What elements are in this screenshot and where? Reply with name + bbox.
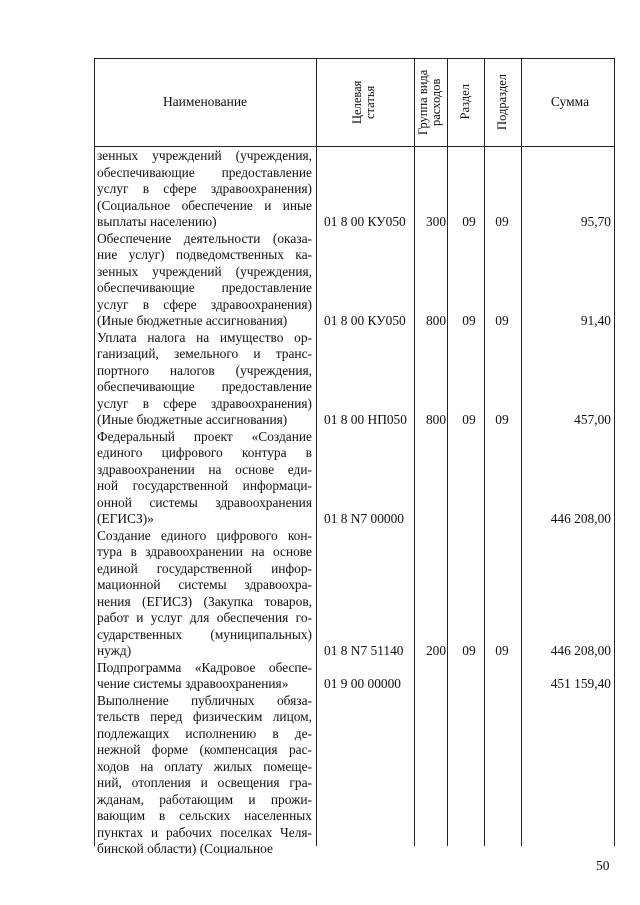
row-name-line: единой государственной инфор-: [97, 560, 312, 576]
col-border-group: [447, 58, 448, 846]
header-name: Наименование: [162, 94, 248, 109]
row-name-line: нения (ЕГИСЗ) (Закупка товаров,: [97, 593, 312, 609]
row-sum: 91,40: [580, 313, 611, 328]
row-name-line: ходов на оплату жилых помеще-: [97, 758, 312, 774]
col-border-subsection: [521, 58, 522, 846]
row-name-line: услуг в сфере здравоохранения): [97, 395, 312, 411]
row-name-line: выплаты населению): [97, 214, 217, 229]
row-name-line: бинской области) (Социальное: [97, 841, 273, 856]
row-name-line: пунктах и рабочих поселках Челя-: [97, 824, 312, 840]
row-name-line: Федеральный проект «Создание: [97, 428, 312, 444]
row-name-line: подлежащих исполнению в де-: [97, 725, 312, 741]
row-name-line: единого цифрового контура в: [97, 445, 312, 460]
row-name-line: сударственных (муниципальных): [97, 626, 312, 642]
row-group: 800: [425, 412, 447, 427]
row-name-line: Обеспечение деятельности (оказа-: [97, 230, 312, 246]
col-border-section: [484, 58, 485, 846]
row-code: 01 9 00 00000: [324, 676, 401, 691]
row-code: 01 8 00 КУ050: [324, 313, 406, 328]
row-name-line: обеспечивающие предоставление: [97, 164, 312, 180]
row-name: [97, 660, 312, 693]
row-group: 300: [425, 214, 447, 229]
row-name-line: зенных учреждений (учреждения,: [97, 263, 312, 279]
header-section: [447, 58, 484, 146]
row-name-line: ний, отопления и освещения гра-: [97, 775, 312, 790]
row-name: [97, 528, 312, 660]
col-border-name: [316, 58, 317, 846]
budget-table: [94, 58, 615, 856]
row-name-line: Выполнение публичных обяза-: [97, 692, 312, 708]
row-section: 09: [462, 214, 476, 229]
row-name-line: ние услуг) подведомственных ка-: [97, 247, 312, 262]
row-name-line: (Социальное обеспечение и иные: [97, 197, 312, 213]
header-subsection: [484, 58, 521, 146]
row-name: [97, 231, 312, 330]
row-name-line: обеспечивающие предоставление: [97, 280, 312, 295]
row-code: 01 8 N7 51140: [324, 643, 404, 658]
col-border-target: [414, 58, 415, 846]
row-group: 800: [425, 313, 447, 328]
row-name-line: (Иные бюджетные ассигнования): [97, 412, 288, 427]
row-name-line: зенных учреждений (учреждения,: [97, 148, 312, 163]
col-border-left: [94, 58, 95, 846]
header-subsection-text: Подраздел: [495, 74, 509, 130]
row-name-line: чение системы здравоохранения»: [97, 676, 289, 691]
row-name-line: здравоохранении на основе еди-: [97, 461, 312, 477]
header-group-text: Группа вида расходов: [415, 69, 443, 135]
header-group: [414, 58, 447, 146]
page-number: 50: [596, 858, 610, 873]
row-name-line: (ЕГИСЗ)»: [97, 511, 154, 526]
row-section: 09: [462, 643, 476, 658]
header-sum: Сумма: [550, 94, 590, 109]
row-code: 01 8 00 КУ050: [324, 214, 406, 229]
row-name: [97, 429, 312, 528]
row-name-line: онной системы здравоохранения: [97, 494, 312, 510]
row-subsection: 09: [495, 313, 509, 328]
row-name-line: услуг в сфере здравоохранения): [97, 296, 312, 312]
row-name: [97, 148, 312, 231]
header-target: [316, 58, 414, 146]
row-name-line: портного налогов (учреждения,: [97, 362, 312, 378]
row-group: 200: [425, 643, 447, 658]
row-name-line: (Иные бюджетные ассигнования): [97, 313, 288, 328]
row-subsection: 09: [495, 643, 509, 658]
row-name-line: вающим в сельских населенных: [97, 808, 312, 823]
row-name-line: нежной форме (компенсация рас-: [97, 742, 312, 757]
col-border-right: [614, 58, 615, 846]
row-name-line: Уплата налога на имущество ор-: [97, 329, 312, 345]
row-sum: 446 208,00: [550, 643, 611, 658]
row-sum: 451 159,40: [550, 676, 611, 691]
row-name-line: тура в здравоохранении на основе: [97, 544, 312, 559]
row-code: 01 8 00 НП050: [324, 412, 407, 427]
row-subsection: 09: [495, 412, 509, 427]
header-target-text: Целевая статья: [350, 80, 377, 124]
row-name-line: нужд): [97, 643, 132, 658]
row-name-line: обеспечивающие предоставление: [97, 379, 312, 394]
row-name-line: тельств перед физическим лицом,: [97, 709, 312, 724]
row-name-line: ганизаций, земельного и транс-: [97, 346, 312, 361]
row-name-line: Создание единого цифрового кон-: [97, 527, 312, 543]
row-name-line: жданам, работающим и прожи-: [97, 791, 312, 807]
header-section-text: Раздел: [458, 84, 472, 120]
row-name-line: работ и услуг для обеспечения го-: [97, 610, 312, 625]
row-sum: 446 208,00: [550, 511, 611, 526]
row-name: [97, 693, 312, 858]
row-name-line: ной государственной информаци-: [97, 478, 312, 493]
row-name-line: услуг в сфере здравоохранения): [97, 181, 312, 196]
row-sum: 457,00: [574, 412, 611, 427]
row-subsection: 09: [495, 214, 509, 229]
row-name: [97, 330, 312, 429]
row-code: 01 8 N7 00000: [324, 511, 404, 526]
row-sum: 95,70: [580, 214, 611, 229]
row-section: 09: [462, 412, 476, 427]
row-section: 09: [462, 313, 476, 328]
row-name-line: мационной системы здравоохра-: [97, 577, 312, 592]
header-bottom-border: [94, 146, 615, 147]
row-name-line: Подпрограмма «Кадровое обеспе-: [97, 659, 312, 675]
